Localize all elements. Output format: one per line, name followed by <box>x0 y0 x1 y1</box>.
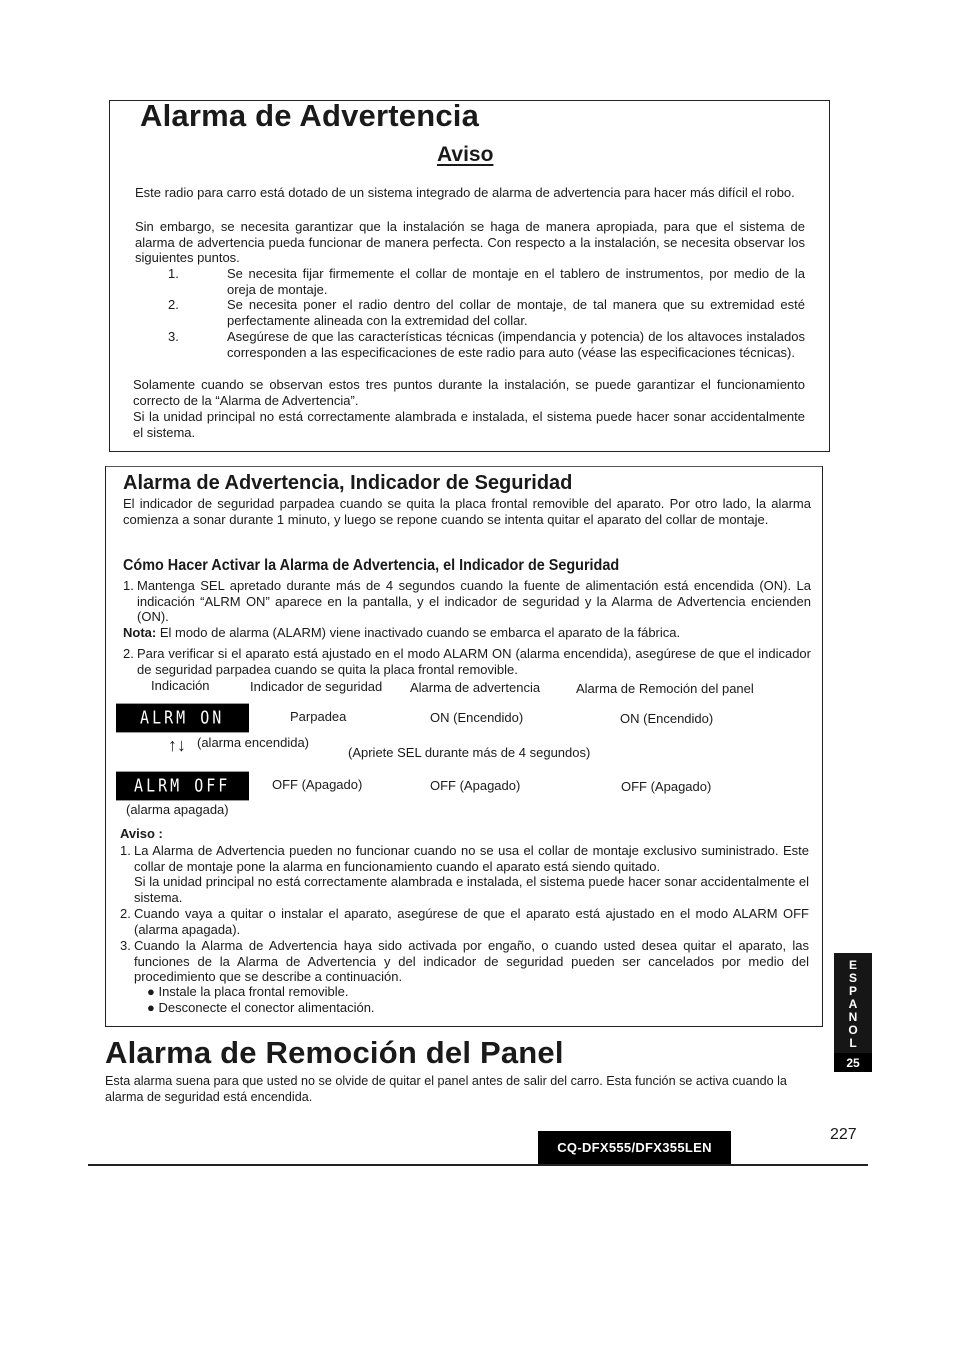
bullet-item: ● Desconecte el conector alimentación. <box>147 1000 375 1015</box>
bullet-item: ● Instale la placa frontal removible. <box>147 984 349 999</box>
col-header-security: Indicador de seguridad <box>250 679 383 694</box>
aviso-item: Cuando la Alarma de Advertencia haya sido activada por engaño, o cuando usted desea quitar el aparato, las funciones de la Alarma de Advertencia y del indicador de seguridad pueden ser cancelados por medio del procedimiento que se describe a continuación. <box>134 938 809 984</box>
panel-alarm-text: Esta alarma suena para que usted no se olvide de quitar el panel antes de salir del carro. Esta función se activa cuando la alarma de seguridad está encendida. <box>105 1074 787 1104</box>
section-number-badge: 25 <box>834 1053 872 1072</box>
aviso-number: 1. <box>120 843 131 858</box>
note <box>123 625 813 641</box>
step-number: 1. <box>123 578 134 593</box>
sel-note: (Apriete SEL durante más de 4 segundos) <box>348 745 591 760</box>
aviso-item-extra: Si la unidad principal no está correctamente alambrada e instalada, el sistema puede hacer sonar accidentalmente el sistema. <box>134 874 809 905</box>
step-number: 2. <box>123 646 134 661</box>
row-on-panel: ON (Encendido) <box>620 711 714 726</box>
aviso-item: La Alarma de Advertencia pueden no funcionar cuando no se usa el collar de montaje exclusivo suministrado. Este collar de montaje pone la alarma en funcionamiento cuando el aparato está siendo quitado. <box>134 843 809 874</box>
list-number: 3. <box>168 329 179 344</box>
aviso-heading: Aviso <box>437 143 494 166</box>
list-item: Asegúrese de que las características técnicas (impendancia y potencia) de los altavoces instalados corresponden a las especificaciones de este radio para auto (véase las especificaciones técnicas). <box>227 329 805 360</box>
closing-paragraph-2: Si la unidad principal no está correctamente alambrada e instalada, el sistema puede hacer sonar accidentalmente el sistema. <box>133 409 805 440</box>
aviso-number: 2. <box>120 906 131 921</box>
lcd-display-alarm-off: ALRM OFF <box>116 772 249 801</box>
closing-paragraph-1: Solamente cuando se observan estos tres puntos durante la instalación, se puede garantizar el funcionamiento correcto de la “Alarma de Advertencia”. <box>133 377 805 408</box>
page-title: Alarma de Advertencia <box>140 98 480 133</box>
row-off-label: (alarma apagada) <box>126 802 229 817</box>
lcd-display-alarm-on: ALRM ON <box>116 704 249 733</box>
footer-rule <box>88 1164 868 1166</box>
note-text: El modo de alarma (ALARM) viene inactivado cuando se embarca el aparato de la fábrica. <box>156 625 681 640</box>
row-off-panel: OFF (Apagado) <box>621 779 712 794</box>
aviso-label: Aviso : <box>120 826 163 841</box>
step-text: Para verificar si el aparato está ajustado en el modo ALARM ON (alarma encendida), asegúrese de que el indicador de seguridad parpadea cuando se quita la placa frontal removible. <box>137 646 811 677</box>
list-item: Se necesita fijar firmemente el collar de montaje en el tablero de instrumentos, por medio de la oreja de montaje. <box>227 266 805 297</box>
section-intro: El indicador de seguridad parpadea cuando se quita la placa frontal removible del aparato. Por otro lado, la alarma comienza a sonar durante 1 minuto, y luego se repone cuando se intenta quitar el aparato del collar de montaje. <box>123 496 811 527</box>
section-title-panel: Alarma de Remoción del Panel <box>105 1035 564 1070</box>
up-down-arrows-icon: ↑↓ <box>168 735 186 755</box>
intro-paragraph-2: Sin embargo, se necesita garantizar que la instalación se haga de manera apropiada, para que el sistema de alarma de advertencia pueda funcionar de manera perfecta. Con respecto a la instalación, se necesita observar los siguientes puntos. <box>135 219 805 265</box>
row-on-label: (alarma encendida) <box>197 735 310 750</box>
col-header-panel: Alarma de Remoción del panel <box>576 681 754 696</box>
note-label: Nota: <box>123 625 157 640</box>
model-number-badge: CQ-DFX555/DFX355LEN <box>538 1131 731 1165</box>
language-tab: E S P A N O L 25 <box>834 953 872 1072</box>
list-item: Se necesita poner el radio dentro del collar de montaje, de tal manera que su extremidad esté perfectamente alineada con la extremidad del collar. <box>227 297 805 328</box>
row-off-security: OFF (Apagado) <box>272 777 363 792</box>
list-number: 1. <box>168 266 179 281</box>
aviso-item: Cuando vaya a quitar o instalar el aparato, asegúrese de que el aparato está ajustado en el modo ALARM OFF (alarma apagada). <box>134 906 809 937</box>
col-header-warning: Alarma de advertencia <box>410 680 541 695</box>
row-on-security: Parpadea <box>290 709 347 724</box>
howto-heading: Cómo Hacer Activar la Alarma de Advertencia, el Indicador de Seguridad <box>123 557 620 574</box>
list-number: 2. <box>168 297 179 312</box>
col-header-indicacion: Indicación <box>151 678 210 693</box>
row-on-warning: ON (Encendido) <box>430 710 524 725</box>
intro-paragraph-1: Este radio para carro está dotado de un sistema integrado de alarma de advertencia para hacer más difícil el robo. <box>135 185 795 200</box>
section-heading: Alarma de Advertencia, Indicador de Seguridad <box>123 472 573 494</box>
aviso-number: 3. <box>120 938 131 953</box>
step-text: Mantenga SEL apretado durante más de 4 segundos cuando la fuente de alimentación está encendida (ON). La indicación “ALRM ON” aparece en la pantalla, y el indicador de seguridad y la Alarma de Advertencia encienden (ON). <box>137 578 811 624</box>
page-number: 227 <box>830 1126 857 1143</box>
row-off-warning: OFF (Apagado) <box>430 778 521 793</box>
